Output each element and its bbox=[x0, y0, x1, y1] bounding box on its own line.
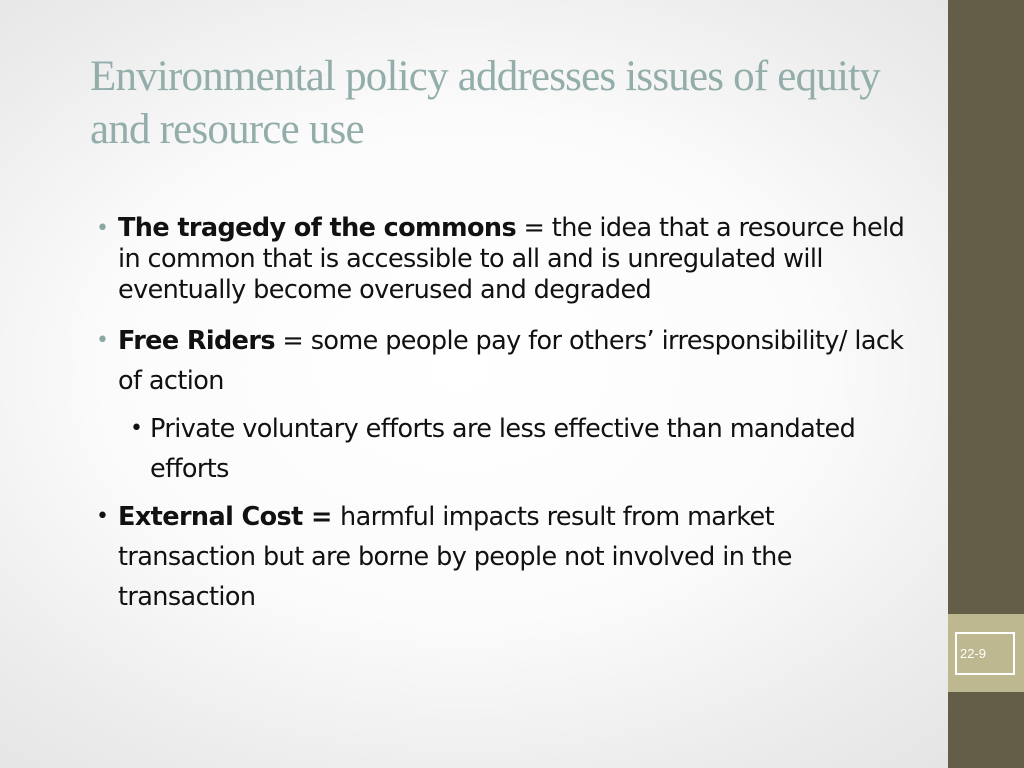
bullet-icon: • bbox=[96, 504, 109, 529]
bullet-list bbox=[96, 213, 916, 617]
bullet-definition: = some people pay for others’ irresponsibility/ lack of action bbox=[118, 326, 904, 396]
bullet-definition: harmful impacts result from market transaction but are borne by people not involved in the transaction bbox=[118, 502, 792, 612]
bullet-term: The tragedy of the commons bbox=[118, 213, 517, 243]
bullet-external-cost bbox=[96, 497, 916, 617]
slide-title: Environmental policy addresses issues of equity and resource use bbox=[90, 53, 880, 153]
bullet-icon: • bbox=[96, 328, 109, 353]
bullet-free-riders bbox=[96, 321, 916, 401]
sub-bullet-icon: • bbox=[130, 416, 143, 441]
sub-bullet-voluntary-efforts bbox=[130, 409, 916, 489]
slide-number: 22-9 bbox=[960, 646, 987, 661]
bullet-icon: • bbox=[96, 216, 109, 241]
bullet-term: External Cost = bbox=[118, 502, 341, 532]
bullet-term: Free Riders bbox=[118, 326, 275, 356]
sub-bullet-text: Private voluntary efforts are less effective than mandated efforts bbox=[150, 414, 856, 484]
bullet-definition: = the idea that a resource held in common that is accessible to all and is unregulated will eventually become overused and degraded bbox=[118, 213, 905, 305]
bullet-tragedy-of-commons bbox=[96, 213, 916, 306]
